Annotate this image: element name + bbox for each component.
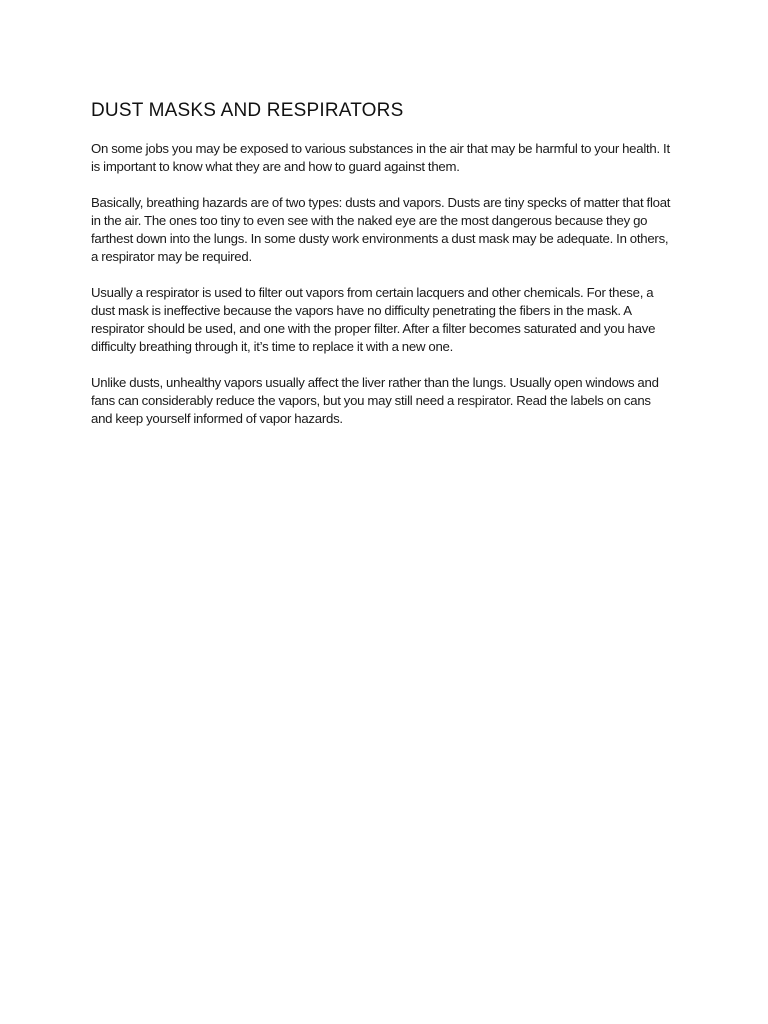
paragraph-breathing-hazards: Basically, breathing hazards are of two types: dusts and vapors. Dusts are tiny specks of matter that float in the air. The ones too tiny to even see with the naked eye are the most dangerous because they go farthest down into the lungs. In some dusty work environments a dust mask may be adequate. In others, a respirator may be required. (91, 195, 671, 264)
paragraph-vapor-hazards: Unlike dusts, unhealthy vapors usually affect the liver rather than the lungs. Usually open windows and fans can considerably reduce the vapors, but you may still need a respirator. Read the labels on cans and keep yourself informed of vapor hazards. (91, 375, 659, 426)
paragraph-intro: On some jobs you may be exposed to various substances in the air that may be harmful to your health. It is important to know what they are and how to guard against them. (91, 141, 670, 174)
page-title: DUST MASKS AND RESPIRATORS (91, 100, 404, 121)
document-page (91, 99, 671, 446)
paragraph-respirator-use: Usually a respirator is used to filter out vapors from certain lacquers and other chemicals. For these, a dust mask is ineffective because the vapors have no difficulty penetrating the fibers in the mask. A respirator should be used, and one with the proper filter. After a filter becomes saturated and you have difficulty breathing through it, it’s time to replace it with a new one. (91, 285, 656, 354)
